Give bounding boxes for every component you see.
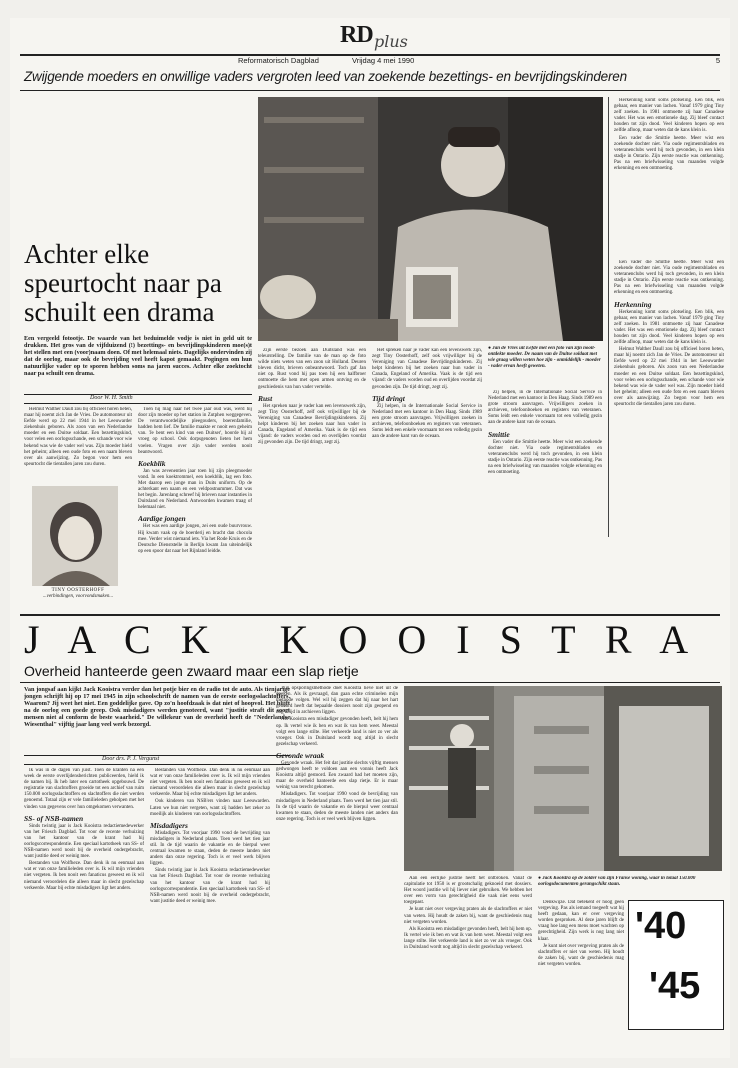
masthead-logo bbox=[340, 24, 420, 50]
issue-date: Vrijdag 4 mei 1990 bbox=[352, 56, 415, 65]
man-with-photo-image bbox=[258, 97, 603, 341]
article1-headline: Achter elke speurtocht naar pa schuilt een drama bbox=[24, 239, 222, 327]
page-number: 5 bbox=[715, 56, 720, 65]
article2-byline: Door drs. P. J. Vergunst bbox=[102, 756, 160, 762]
article2-column-1: Ik was in de dagen van juist. Toen de kranten na een week de eerste overlijdensberichten publiceerden, hield ik de namen bij. Ik heb later een cartotheek opgebouwd. De registratie van slachtoffers groeide tot een archief van ruim 150.000 oorlogsslachtoffers en slachtoffers die niet werden genoemd. Totaal zijn er vele familieleden geholpen met het vinden van gegevens over hun omgekomen verwanten. SS- of NSB-namen Sinds twintig jaar is Jack Kooistra redactiemedewerker van het Friesch Dagblad. Tot voor de recente verhuizing van het kantoor van de krant had hij oorlogscorrespondentie. Een speciaal kartotheek van SS- of NSB-namen werd nooit bij de overheid ondergebracht, want justitie deed er weinig mee. Bestanden van Wolfheze. Dan denk ik nu eenmaal aan wat er van onze familieleden over is. Ik wil mijn vrienden niet vergeten. Ik ben nooit een fanaticus geweest en ik wil niemand veroordelen die alleen maar in slecht gezelschap verkeerde. Maar bij echte misdadigers ligt het anders. bbox=[24, 768, 144, 891]
article1-lead: Een vergeeld fotootje. De waarde van het beduimelde vodje is niet in geld uit te drukken. Het gros van de vijfduizend (!) bezettings- en bevrijdingskinderen moe(s)t het stellen met een (voor)naam doen. Of met helemaal niets. Dagelijks ondervinden zij dat de oorlog, maar ook de bevrijding veel heeft kapot gemaakt. Pogingen om hun natuurlijke vader op te sporen hebben soms na jaren succes. Achter elke zoektocht naar pa schuilt een drama. bbox=[24, 335, 252, 377]
subhead-misdadigers: Misdadigers bbox=[150, 820, 188, 830]
article1-photo-caption: ● Jan de Vries uit Eefde met een foto van zijn nooit-ontdekte moeder. De naam van de Duitse soldaat met wie graag willen weten hoe zijn - onmiddelijk - moeder - vader ervan heeft geweten. bbox=[488, 346, 601, 369]
portrait-caption-name: TINY OOSTERHOFF bbox=[51, 588, 105, 593]
article1-column-2: Toen hij mag naar het twee jaar oud was, werd hij door zijn moeder op het station in Zutphen weggegeven. De verantwoordelijke pleegouders, boerenfamilie, hadden hem lief. De familie maakte er nooit een geheim van. 'Je bent een kind van een Duitser', hoorde hij al vroeg op school. Ook dorpsgenoten lieten het hem voelen. Vragen over zijn vader werden nooit beantwoord. Koekblik Jan was zevenentien jaar toen hij zijn pleegmoeder vond. In een koektrommel, een koekblik, lag een foto. Met daarop een jonge man in Duits uniform. Op de achterkant een naam en een veldpostnummer. Dat was het begin. Jarenlang schreef hij brieven naar instanties in Duitsland en Nederland. Antwoorden kwamen traag of helemaal niet. Aardige jongen Het was een aardige jongen, zei een oude buurvrouw. Hij kwam vaak op de boerderij en bracht dan chocola mee. Verder wist niemand iets. Via het Rode Kruis en de Deutsche Dienststelle in Berlijn kwam Jan uiteindelijk op een spoor dat naar het Rijnland leidde. bbox=[138, 407, 252, 554]
article1-column-5: Zij helpen, in de Internationale Social Service in Nederland met een kantoor in Den Haag. Sinds 1989 een grote stroom aanvragen. Vrijwilligers zoeken in archieven, telefoonboeken en registers van veteranen. Soms leidt een enkele voornaam tot een volledig gezin aan de andere kant van de oceaan. Smittie Een vader die Smittie heette. Meer wist een zoekende dochter niet. Via oude regimentsbladen en veteranenclubs werd hij toch gevonden, in een klein stadje in Ontario. Zijn eerste reactie was ontkenning. Pas na een briefwisseling van maanden volgde erkenning en een ontmoeting. bbox=[488, 390, 602, 476]
article2-lead: Van jongsaf aan kijkt Jack Kooistra verder dan het potje bier en de radio tot de auto. Als tienjarige jongen schrijft hij op 17 mei 1945 in zijn schoolschrift de namen van de eerste oorlogsslachtoffers. Waarom? Jij weet het niet. Een goddelijke gave. Op zo'n hoofdzaak is dat niet of hoopvol. Het blijft na de oorlog een goede greep. Ook misdadigers werden genoteerd, want "justitie straft dit soort mensen niet al conform de beste waarheid." De willekeur van de overheid heeft de "Nederlandse Wiesenthal" vijftig jaar lang veel werk bezorgd. bbox=[24, 686, 290, 728]
newspaper-page bbox=[10, 18, 730, 1058]
article2-column-4: Aan een eerlijke justitie heeft het ontbroken. Vanaf de capitulatie tot 1950 is er grootschalig geknoeid met dossiers. Het woord justitie wil hij liever niet gebruiken. We hebben het over een vorm van gerechtigheid die vaak niet eens werd toegepast. Je kunt niet over vergeving praten als de slachtoffers er niet van weten. Hij houdt de zaken bij, want de geschiedenis mag niet vergeten worden. Als Kooistra een misdadiger gevonden heeft, belt hij hem op. Ik vertel wie ik ben en wat ik van hem weet. Meestal volgt een lange stilte. Het verkeerde land is niet zo ver als vroeger. Ook in Duitsland wordt nog altijd in slecht gezelschap verkeerd. bbox=[404, 876, 532, 951]
subhead-rust: Rust bbox=[258, 393, 273, 403]
article2-headline: Overheid hanteerde geen zwaard maar een slap rietje bbox=[24, 663, 359, 679]
paper-name: Reformatorisch Dagblad bbox=[238, 56, 319, 65]
subhead-aardige-jongen: Aardige jongen bbox=[138, 514, 186, 524]
subhead-ss-nsb-namen: SS- of NSB-namen bbox=[24, 813, 84, 823]
article1-column-6-top: Herkenning komt soms plotseling. Een blik, een gebaar, een manier van lachen. Vanaf 1979 ging Tiny zelf zoeken. In 1981 ontmoette zij haar Canadese vader. Het was een emotionele dag. Zij bleef contact houden tot zijn dood. Veel kinderen hopen op een zelfde afloop, maar weten dat de kans klein is. Een vader die Smittie heette. Meer wist een zoekende dochter niet. Via oude regimentsbladen en veteranenclubs werd hij toch gevonden, in een klein stadje in Ontario. Zijn eerste reactie was ontkenning. Pas na een briefwisseling van maanden volgde erkenning en een ontmoeting. bbox=[614, 98, 724, 172]
subhead-tijd-dringt: Tijd dringt bbox=[372, 393, 405, 403]
subhead-gevonde-wraak: Gevonde wraak bbox=[276, 750, 325, 760]
article1-column-1: Helmut Walther Daull zou bij officieel horen heten, maar hij noemt zich Jan de Vries. De automonteur uit Eefde werd op 22 mei 1944 in het Leeuwarder ziekenhuis geboren. Als zoon van een Nederlandse moeder en een Duitse soldaat. Een bezettingskind, voor velen een oorlogsschande, een schande voor wie bekend was wie de vader wel was. Zijn moeder hield het geheim; alleen een oude foto en een naam bleven over als aanwijzing. Zo begon voor hem een speurtocht die tientallen jaren zou duren. bbox=[24, 407, 132, 467]
archive-attic-image bbox=[404, 686, 722, 871]
subhead-herkenning: Herkenning bbox=[614, 299, 652, 309]
article1-banner: Zwijgende moeders en onwillige vaders vergroten leed van zoekende bezettings- en bevrijdingskinderen bbox=[24, 69, 627, 84]
article1-column-4: Het spreken naar je vader kan een levenswerk zijn, zegt Tiny Oosterhoff, zelf ook vrijwilliger bij de Vereniging van Canadese Bevrijdingskinderen. Zij helpt kinderen bij het zoeken naar hun vader in Canada, Engeland of Amerika. Vaak is de tijd een vijand: de vaders worden oud en overlijden voordat zij gevonden zijn. De tijd dringt, zegt zij. Tijd dringt Zij helpen, in de Internationale Social Service in Nederland met een kantoor in Den Haag. Sinds 1989 een grote stroom aanvragen. Vrijwilligers zoeken in archieven, telefoonboeken en registers van veteranen. Soms leidt een enkele voornaam tot een volledig gezin aan de andere kant van de oceaan. bbox=[372, 348, 482, 440]
subhead-koekblik: Koekblik bbox=[138, 458, 166, 468]
article2-column-3: Zijn opsporingsmethode doet Kooistra lieve niet uit de doeken. Als ik gevraagd, dan gaan echte criminelen mijn methode volgen. Wel wil hij zeggen dat hij naar het hart gehoord heeft dat bepaalde dossiers nooit zijn geopend en nog altijd in archieven liggen. Als Kooistra een misdadiger gevonden heeft, belt hij hem op. Ik vertel wie ik ben en wat ik van hem weet. Meestal volgt een lange stilte. Het verkeerde land is niet zo ver als vroeger. Ook in Duitsland wordt nog altijd in slecht gezelschap verkeerd. Gevonde wraak Gevonde wraak. Het feit dat justitie slechts vijftig mensen gedwongen heeft te voldoen aan een vonnis heeft Jack Kooistra altijd gestoord. Een zwaard had het moeten zijn, maar de overheid hanteerde een slap rietje. Er is maar weinig van terecht gekomen. Misdadigers. Tot voorjaar 1990 vond de bevrijding van misdadigers in Nederland plaats. Toen werd het tien jaar stil. In de tijd waarin de vakantie en de bierpul weer centraal kwamen te staan, deden de meeste landen niet anders dan onze regering. Toch is er veel werk blijven liggen. bbox=[276, 686, 398, 822]
logo-plus: plus bbox=[374, 32, 408, 51]
article1-main-photo bbox=[258, 97, 603, 341]
stamp-year-bottom: '45 bbox=[649, 965, 701, 1007]
portrait-photo bbox=[32, 486, 118, 586]
portrait-caption: ...verbindingen, voorvondsmaken... bbox=[42, 594, 114, 599]
article1-byline: Door W. H. Smith bbox=[90, 395, 133, 401]
caption-bullet-icon: ● bbox=[488, 346, 493, 351]
woman-portrait-image bbox=[32, 486, 118, 586]
article2-column-5: Denkwijze. Dat betekent er hoog geen vergeving. Pas als iemand toegeeft wat hij heeft gedaan, kan er over vergeving worden gesproken. Al deze jaren blijft de vraag hoe lang een mens moet wachten op gerechtigheid. Zijn werk is nog lang niet klaar. Je kunt niet over vergeving praten als de slachtoffers er niet van weten. Hij houdt de zaken bij, want de geschiedenis mag niet vergeten worden. bbox=[538, 900, 624, 967]
caption-bullet-icon: ● bbox=[538, 876, 543, 881]
war-years-stamp bbox=[628, 900, 724, 1030]
article2-name-banner: J A C K K O O I S T R A bbox=[24, 617, 699, 662]
article1-column-6: Een vader die Smittie heette. Meer wist een zoekende dochter niet. Via oude regimentsbladen en veteranenclubs werd hij toch gevonden, in een klein stadje in Ontario. Zijn eerste reactie was ontkenning. Pas na een briefwisseling van maanden volgde erkenning en een ontmoeting. Herkenning Herkenning komt soms plotseling. Een blik, een gebaar, een manier van lachen. Vanaf 1979 ging Tiny zelf zoeken. In 1981 ontmoette zij haar Canadese vader. Het was een emotionele dag. Zij bleef contact houden tot zijn dood. Veel kinderen hopen op een zelfde afloop, maar weten dat de kans klein is. Helmut Walther Daull zou bij officieel horen heten, maar hij noemt zich Jan de Vries. De automonteur uit Eefde werd op 22 mei 1944 in het Leeuwarder ziekenhuis geboren. Als zoon van een Nederlandse moeder en een Duitse soldaat. Een bezettingskind, voor velen een oorlogsschande, een schande voor wie bekend was wie de vader wel was. Zijn moeder hield het geheim; alleen een oude foto en een naam bleven over als aanwijzing. Zo begon voor hem een speurtocht die tientallen jaren zou duren. bbox=[614, 260, 724, 407]
subhead-smittie: Smittie bbox=[488, 429, 510, 439]
logo-rd: RD bbox=[340, 22, 373, 48]
article2-photo-caption: ● Jack Kooistra op de zolder van zijn Franse woning, waar in totaal 150.000 oorlogsdocumenten gerangschikt staan. bbox=[538, 876, 696, 887]
stamp-year-top: '40 bbox=[635, 905, 687, 947]
article1-column-3: Zijn eerste bezoek aan Duitsland was een teleurstelling. De familie van de man op de foto wilde niets weten van een zoon uit Holland. Deuren bleven dicht, brieven onbeantwoord. Toch gaf Jan niet op. Rust vond hij pas toen hij een halfbroer ontmoette die hem met open armen ontving en de geschiedenis van hun vader vertelde. Rust Het spreken naar je vader kan een levenswerk zijn, zegt Tiny Oosterhoff, zelf ook vrijwilliger bij de Vereniging van Canadese Bevrijdingskinderen. Zij helpt kinderen bij het zoeken naar hun vader in Canada, Engeland of Amerika. Vaak is de tijd een vijand: de vaders worden oud en overlijden voordat zij gevonden zijn. De tijd dringt, zegt zij. bbox=[258, 348, 366, 446]
article2-main-photo bbox=[404, 686, 722, 871]
article2-column-2: Bestanden van Wolfheze. Dan denk ik nu eenmaal aan wat er van onze familieleden over is. Ik wil mijn vrienden niet vergeten. Ik ben nooit een fanaticus geweest en ik wil niemand veroordelen die alleen maar in slecht gezelschap verkeerde. Maar bij echte misdadigers ligt het anders. Ook kinderen van NSB'ers vinden naar Leeuwarden. Laten we hun niet vergeten, want zij hadden het zeker zo moeilijk als kinderen van oorlogsslachtoffers. Misdadigers Misdadigers. Tot voorjaar 1990 vond de bevrijding van misdadigers in Nederland plaats. Toen werd het tien jaar stil. In de tijd waarin de vakantie en de bierpul weer centraal kwamen te staan, deden de meeste landen niet anders dan onze regering. Toch is er veel werk blijven liggen. Sinds twintig jaar is Jack Kooistra redactiemedewerker van het Friesch Dagblad. Tot voor de recente verhuizing van het kantoor van de krant had hij oorlogscorrespondentie. Een speciaal kartotheek van SS- of NSB-namen werd nooit bij de overheid ondergebracht, want justitie deed er weinig mee. bbox=[150, 768, 270, 904]
